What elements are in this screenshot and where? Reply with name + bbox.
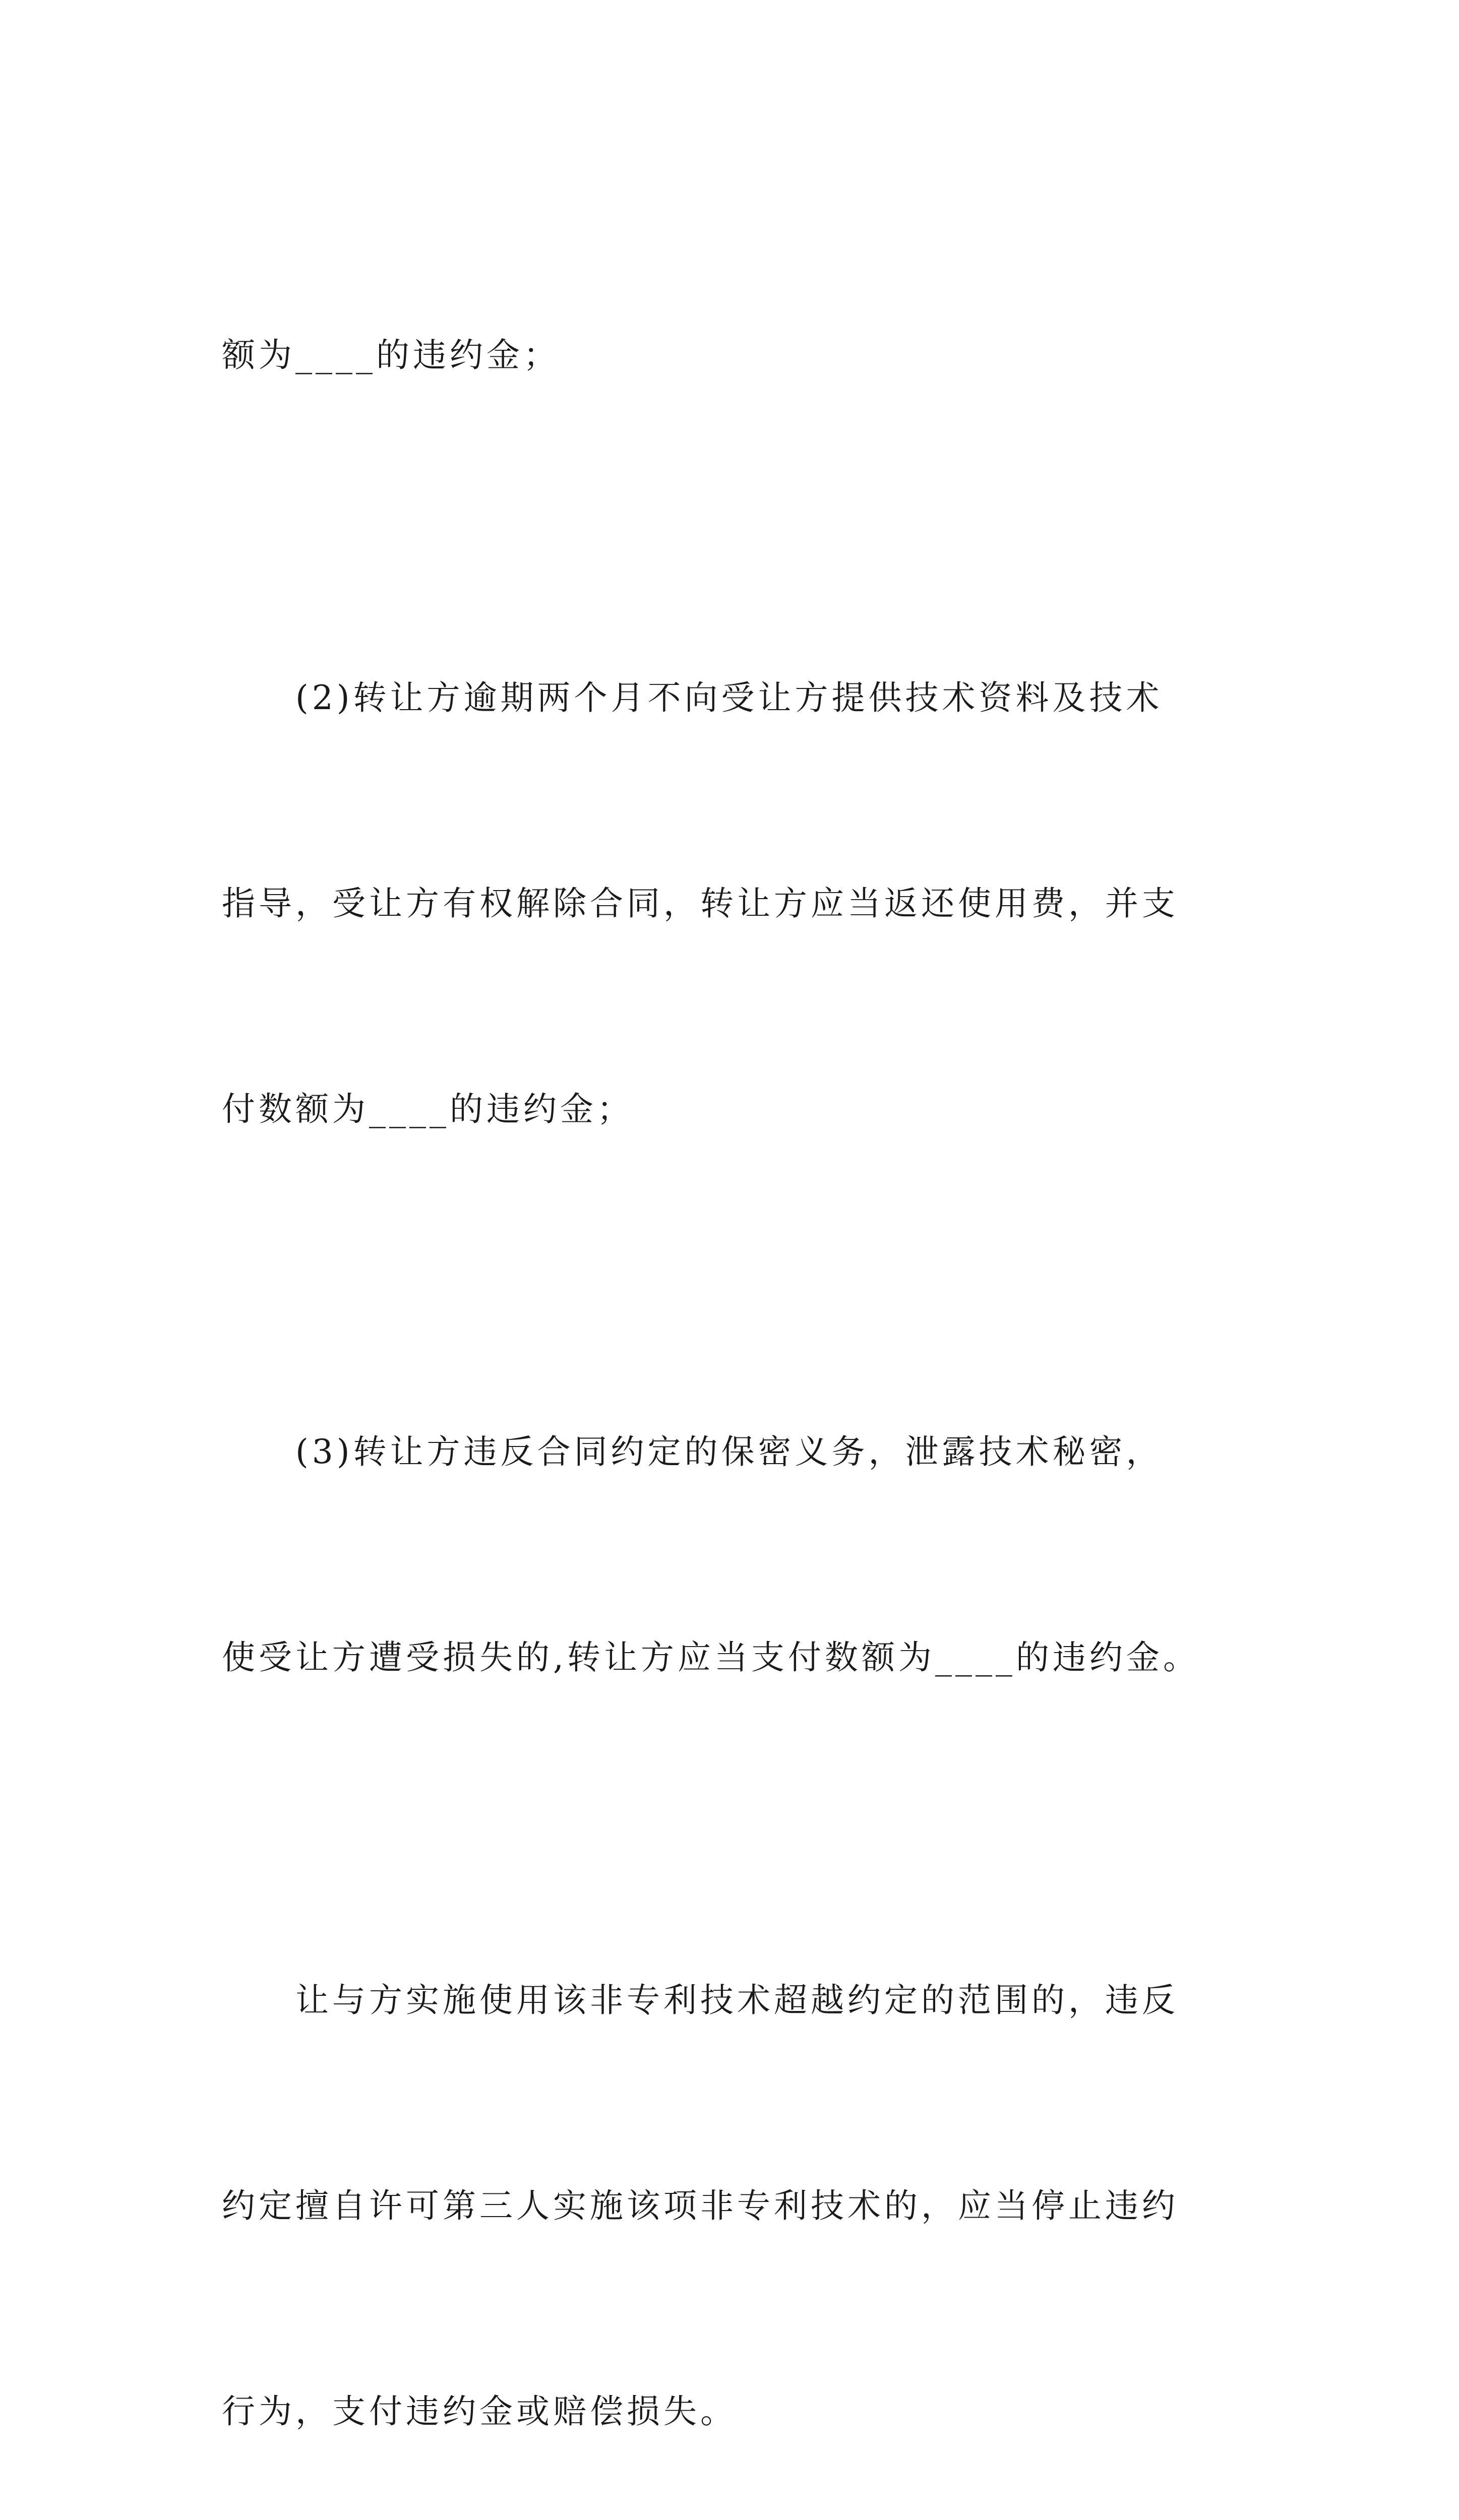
text-line: (3)转让方违反合同约定的保密义务，泄露技术秘密， [222,1432,1163,1471]
text-line: 付数额为____的违约金； [222,1090,634,1128]
paragraph-0 [222,184,1245,527]
text-line: 指导，受让方有权解除合同，转让方应当返还使用费，并支 [222,884,1179,923]
paragraph-2 [222,1281,1245,1829]
text-line: 让与方实施使用该非专利技术超越约定的范围的，违反 [222,1981,1179,2020]
text-line: 约定擅自许可第三人实施该项非专利技术的，应当停止违约 [222,2186,1179,2225]
text-line: 额为____的违约金； [222,336,560,374]
paragraph-1 [222,527,1245,1281]
text-line: (2)转让方逾期两个月不向受让方提供技术资料及技术 [222,678,1163,717]
text-line: 使受让方遭受损失的,转让方应当支付数额为____的违约金。 [222,1638,1200,1677]
paragraph-3 [222,1829,1245,2520]
text-line: 行为，支付违约金或赔偿损失。 [222,2392,737,2431]
document-body [222,184,1245,2520]
